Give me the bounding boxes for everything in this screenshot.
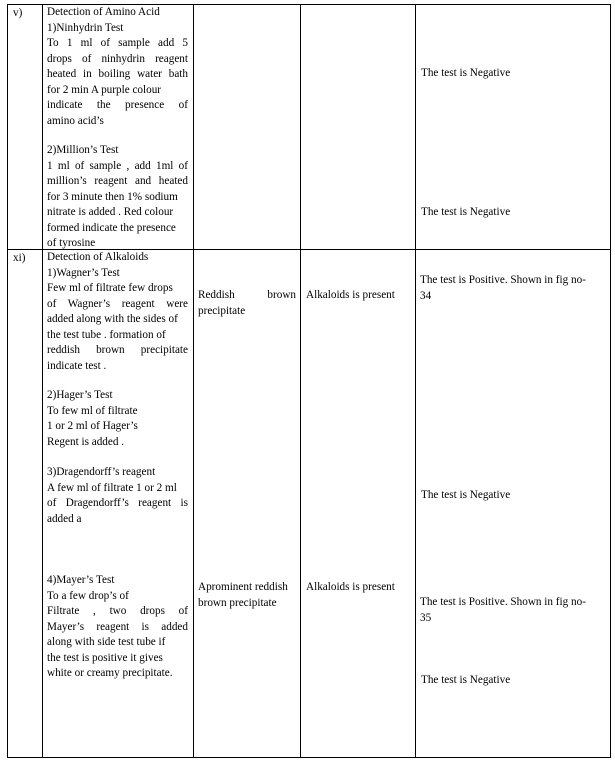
test-name: 1)Wagner’s Test — [47, 266, 120, 279]
test-procedure-line: of Dragendorff’s reagent is — [47, 497, 188, 509]
test-procedure-line: indicate the presence of — [47, 99, 188, 111]
test-procedure-line: To few ml of filtrate — [47, 404, 138, 417]
section-title-block — [47, 250, 188, 374]
test-procedure-line: of tyrosine — [47, 237, 96, 249]
test-procedure-line: drops of ninhydrin reagent — [47, 52, 188, 65]
test-procedure-line: for 2 min A purple colour — [47, 83, 162, 96]
test-procedure-line: A few ml of filtrate 1 or 2 ml — [47, 481, 177, 494]
result-text: The test is Negative — [421, 674, 511, 686]
test-procedure-line: To a few drop’s of — [47, 589, 129, 602]
row-number: v) — [13, 7, 23, 19]
row-number: xi) — [13, 252, 26, 264]
test-procedure-line: 1 ml of sample , add 1ml of — [47, 159, 188, 172]
row-number-cell — [8, 5, 43, 250]
result-block — [420, 595, 606, 626]
test-procedure-line: of Wagner’s reagent were — [47, 297, 188, 310]
row-number-cell — [8, 250, 43, 758]
result-text: The test is Positive. Shown in fig no- — [420, 274, 586, 286]
test-procedure-line: formed indicate the presence — [47, 221, 176, 234]
observation-text: Aprominent reddish — [198, 581, 288, 593]
test-procedure-line: white or creamy precipitate. — [47, 667, 173, 679]
observation-text: Reddish brown — [198, 289, 296, 301]
observation-text: precipitate — [198, 304, 246, 317]
test-block — [47, 143, 188, 252]
test-procedure-line: amino acid’s — [47, 114, 104, 127]
result-block — [420, 273, 606, 304]
test-procedure-line: 1 or 2 ml of Hager’s — [47, 420, 138, 432]
result-text: The test is Negative — [421, 489, 511, 501]
test-procedure-line: nitrate is added . Red colour — [47, 206, 174, 218]
inference-text: Alkaloids is present — [306, 581, 395, 593]
test-block — [47, 465, 188, 527]
test-procedure-line: To 1 ml of sample add 5 — [47, 37, 188, 49]
observation-cell — [194, 5, 301, 250]
observation-block — [198, 580, 298, 611]
inference-cell — [301, 250, 416, 758]
test-procedure-line: added along with the sides of — [47, 313, 178, 325]
table-row — [8, 250, 611, 758]
test-description-cell — [43, 5, 194, 250]
result-text: The test is Positive. Shown in fig no- — [420, 596, 586, 608]
result-cell — [416, 250, 611, 758]
test-procedure-line: the test tube . formation of — [47, 328, 166, 341]
inference-cell — [301, 5, 416, 250]
test-block — [47, 388, 188, 450]
result-text: The test is Negative — [421, 67, 511, 79]
test-procedure-line: along with side test tube if — [47, 636, 166, 648]
test-procedure-line: for 3 minute then 1% sodium — [47, 190, 178, 203]
test-procedure-line: the test is positive it gives — [47, 651, 163, 664]
test-procedure-line: Few ml of filtrate few drops — [47, 282, 173, 294]
results-table — [7, 4, 611, 758]
test-name: 4)Mayer’s Test — [47, 574, 115, 586]
result-text: 35 — [420, 611, 432, 624]
result-text: The test is Negative — [421, 206, 511, 218]
section-title-block — [47, 5, 188, 129]
test-name: 1)Ninhydrin Test — [47, 21, 124, 34]
test-procedure-line: Filtrate , two drops of — [47, 605, 188, 617]
result-cell — [416, 5, 611, 250]
test-description-cell — [43, 250, 194, 758]
test-block — [47, 573, 188, 682]
result-text: 34 — [420, 289, 432, 302]
section-title: Detection of Alkaloids — [47, 251, 149, 263]
section-title: Detection of Amino Acid — [47, 6, 160, 18]
test-name: 2)Hager’s Test — [47, 389, 113, 401]
test-procedure-line: million’s reagent and heated — [47, 175, 188, 187]
test-procedure-line: indicate test . — [47, 359, 107, 372]
test-procedure-line: Regent is added . — [47, 435, 125, 448]
test-name: 2)Million’s Test — [47, 144, 119, 156]
table-row — [8, 5, 611, 250]
observation-block — [198, 288, 296, 319]
inference-text: Alkaloids is present — [306, 289, 395, 301]
test-procedure-line: heated in boiling water bath — [47, 68, 188, 80]
observation-cell — [194, 250, 301, 758]
test-name: 3)Dragendorff’s reagent — [47, 466, 156, 478]
test-procedure-line: added a — [47, 512, 82, 525]
observation-text: brown precipitate — [198, 596, 277, 609]
test-procedure-line: Mayer’s reagent is added — [47, 620, 188, 633]
test-procedure-line: reddish brown precipitate — [47, 344, 188, 356]
